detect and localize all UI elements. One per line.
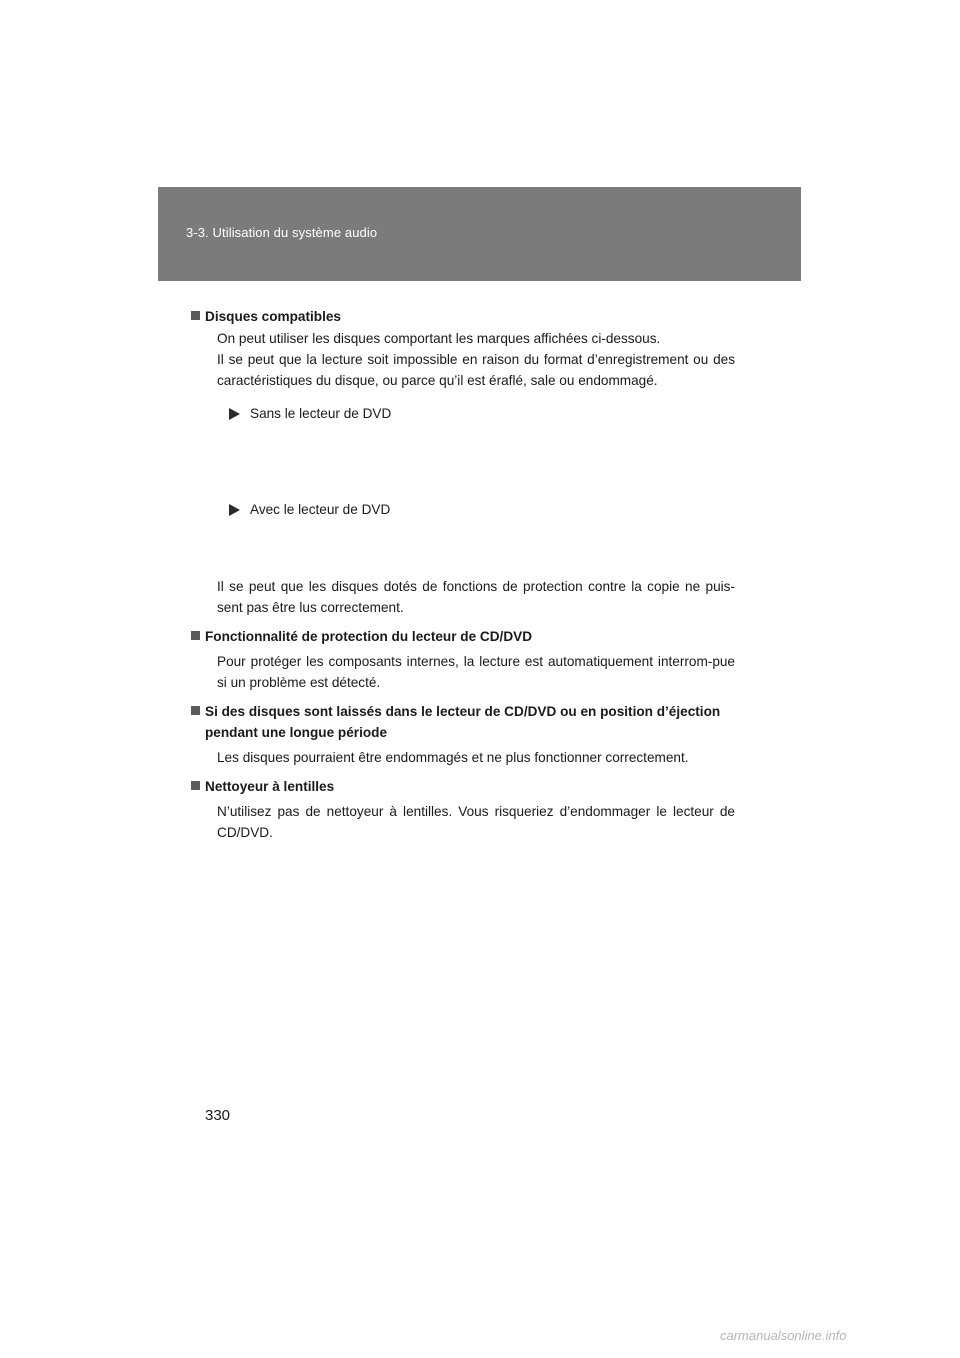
- list-item-label: Avec le lecteur de DVD: [250, 502, 391, 517]
- section-protection: [205, 626, 735, 693]
- section-heading: [191, 701, 735, 743]
- paragraph: Il se peut que la lecture soit impossible en raison du format d’enregistrement ou des caractéristiques du disque, ou parce qu’il est éraflé, sale ou endommagé.: [217, 352, 735, 388]
- paragraph: On peut utiliser les disques comportant les marques affichées ci-dessous.: [217, 331, 661, 346]
- section-compatible-discs: [205, 306, 735, 618]
- square-bullet-icon: [191, 631, 200, 640]
- section-heading: [191, 306, 735, 327]
- section-heading-text: Fonctionnalité de protection du lecteur de CD/DVD: [205, 629, 533, 644]
- section-discs-left: [205, 701, 735, 768]
- list-item: [217, 403, 735, 424]
- section-lens-cleaner: [205, 776, 735, 843]
- section-heading: [191, 776, 735, 797]
- section-heading-text: Si des disques sont laissés dans le lecteur de CD/DVD ou en position d’éjection pendant une longue période: [205, 704, 721, 740]
- list-item-label: Sans le lecteur de DVD: [250, 406, 392, 421]
- arrow-right-icon: [229, 504, 240, 516]
- disc-logos-area-without-dvd: [205, 424, 735, 487]
- disc-logos-area-with-dvd: [205, 520, 735, 572]
- page-content: [205, 306, 735, 843]
- paragraph: Il se peut que les disques dotés de fonctions de protection contre la copie ne puis-sent pas être lus correctement.: [217, 579, 735, 615]
- paragraph: Les disques pourraient être endommagés et ne plus fonctionner correctement.: [217, 750, 689, 765]
- arrow-right-icon: [229, 408, 240, 420]
- square-bullet-icon: [191, 781, 200, 790]
- chapter-header: [158, 187, 801, 281]
- footer-watermark-link[interactable]: carmanualsonline.info: [720, 1328, 847, 1343]
- paragraph: Pour protéger les composants internes, la lecture est automatiquement interrom-pue si un problème est détecté.: [217, 654, 735, 690]
- square-bullet-icon: [191, 311, 200, 320]
- page-number: 330: [205, 1107, 231, 1124]
- section-heading-text: Nettoyeur à lentilles: [205, 779, 335, 794]
- paragraph: N’utilisez pas de nettoyeur à lentilles. Vous risqueriez d’endommager le lecteur de CD/DVD.: [217, 804, 735, 840]
- chapter-title: 3-3. Utilisation du système audio: [186, 225, 378, 240]
- square-bullet-icon: [191, 706, 200, 715]
- list-item: [217, 499, 735, 520]
- section-heading-text: Disques compatibles: [205, 309, 341, 324]
- section-heading: [191, 626, 735, 647]
